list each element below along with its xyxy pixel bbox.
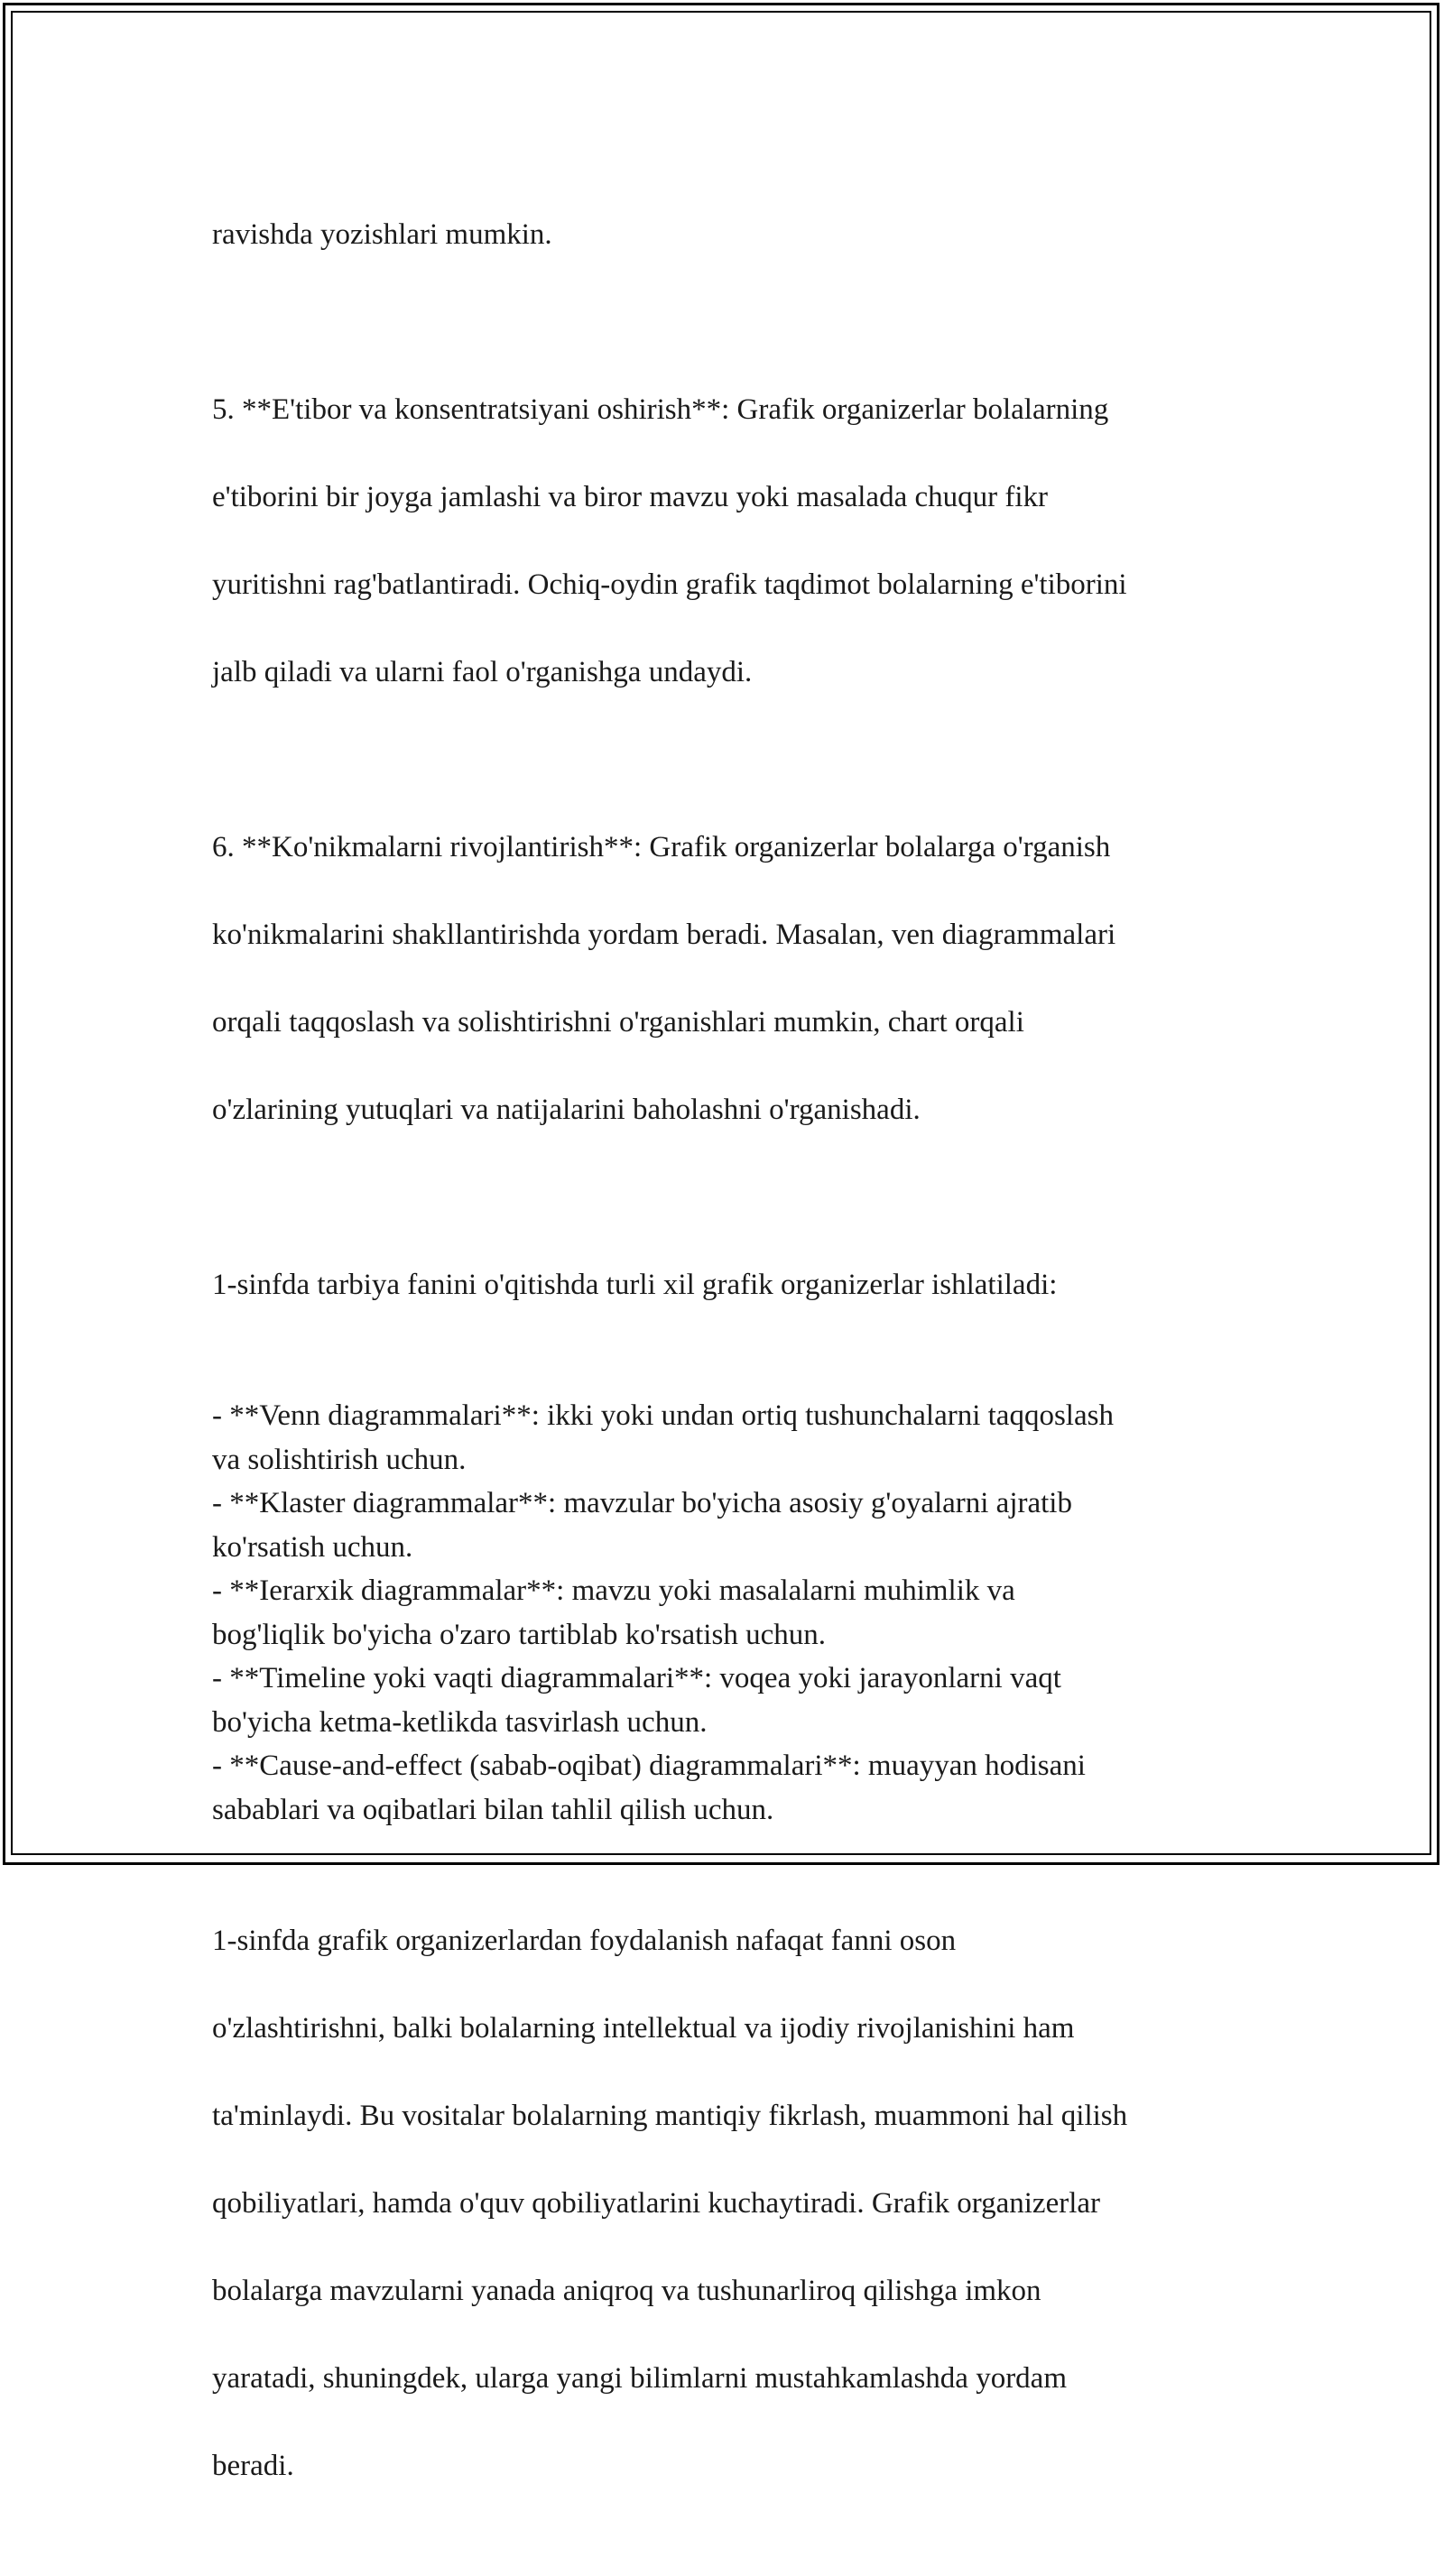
- list-item: [212, 1569, 1250, 1657]
- text-line: ravishda yozishlari mumkin.: [212, 217, 552, 251]
- text-line: bog'liqlik bo'yicha o'zaro tartiblab ko'rsatish uchun.: [212, 1618, 826, 1651]
- list-item: [212, 1394, 1250, 1482]
- list-item: [212, 1482, 1250, 1569]
- paragraph-continuation: [212, 169, 1250, 300]
- text-line: 5. **E'tibor va konsentratsiyani oshirish**: Grafik organizerlar bolalarning: [212, 392, 1109, 426]
- text-line: beradi.: [212, 2450, 294, 2482]
- text-line: - **Klaster diagrammalar**: mavzular bo'yicha asosiy g'oyalarni ajratib: [212, 1487, 1072, 1519]
- document-body: [212, 169, 1250, 2576]
- text-line: ta'minlaydi. Bu vositalar bolalarning mantiqiy fikrlash, muammoni hal qilish: [212, 2100, 1128, 2132]
- text-line: 1-sinfda tarbiya fanini o'qitishda turli xil grafik organizerlar ishlatiladi:: [212, 1268, 1058, 1301]
- text-line: o'zlashtirishni, balki bolalarning intellektual va ijodiy rivojlanishini ham: [212, 2012, 1075, 2045]
- organizer-types-list: [212, 1394, 1250, 1832]
- text-line: yaratadi, shuningdek, ularga yangi bilimlarni mustahkamlashda yordam: [212, 2362, 1067, 2395]
- text-line: - **Timeline yoki vaqti diagrammalari**: voqea yoki jarayonlarni vaqt: [212, 1662, 1061, 1694]
- text-line: 1-sinfda grafik organizerlardan foydalanish nafaqat fanni oson: [212, 1925, 957, 1957]
- text-line: qobiliyatlari, hamda o'quv qobiliyatlarini kuchaytiradi. Grafik organizerlar: [212, 2187, 1101, 2220]
- text-line: sabablari va oqibatlari bilan tahlil qilish uchun.: [212, 1793, 774, 1826]
- text-line: bo'yicha ketma-ketlikda tasvirlash uchun.: [212, 1705, 708, 1739]
- list-item: [212, 1744, 1250, 1832]
- conclusion-paragraph: [212, 1876, 1250, 2533]
- text-line: 6. **Ko'nikmalarni rivojlantirish**: Grafik organizerlar bolalarga o'rganish: [212, 830, 1111, 863]
- text-line: o'zlarining yutuqlari va natijalarini baholashni o'rganishadi.: [212, 1093, 921, 1126]
- text-line: - **Venn diagrammalari**: ikki yoki undan ortiq tushunchalarni taqqoslash: [212, 1399, 1114, 1432]
- text-line: - **Ierarxik diagrammalar**: mavzu yoki masalalarni muhimlik va: [212, 1574, 1015, 1607]
- text-line: ko'nikmalarini shakllantirishda yordam beradi. Masalan, ven diagrammalari: [212, 918, 1116, 951]
- text-line: ko'rsatish uchun.: [212, 1530, 413, 1564]
- text-line: yuritishni rag'batlantiradi. Ochiq-oydin grafik taqdimot bolalarning e'tiborini: [212, 568, 1127, 601]
- text-line: bolalarga mavzularni yanada aniqroq va tushunarliroq qilishga imkon: [212, 2275, 1041, 2307]
- text-line: - **Cause-and-effect (sabab-oqibat) diagrammalari**: muayyan hodisani: [212, 1750, 1086, 1782]
- text-line: orqali taqqoslash va solishtirishni o'rganishlari mumkin, chart orqali: [212, 1005, 1024, 1039]
- list-intro-paragraph: [212, 1219, 1250, 1351]
- text-line: va solishtirish uchun.: [212, 1443, 467, 1476]
- list-item-5: [212, 344, 1250, 738]
- text-line: jalb qiladi va ularni faol o'rganishga undaydi.: [212, 655, 753, 688]
- list-item-6: [212, 781, 1250, 1176]
- list-item: [212, 1657, 1250, 1744]
- text-line: e'tiborini bir joyga jamlashi va biror mavzu yoki masalada chuqur fikr: [212, 480, 1049, 513]
